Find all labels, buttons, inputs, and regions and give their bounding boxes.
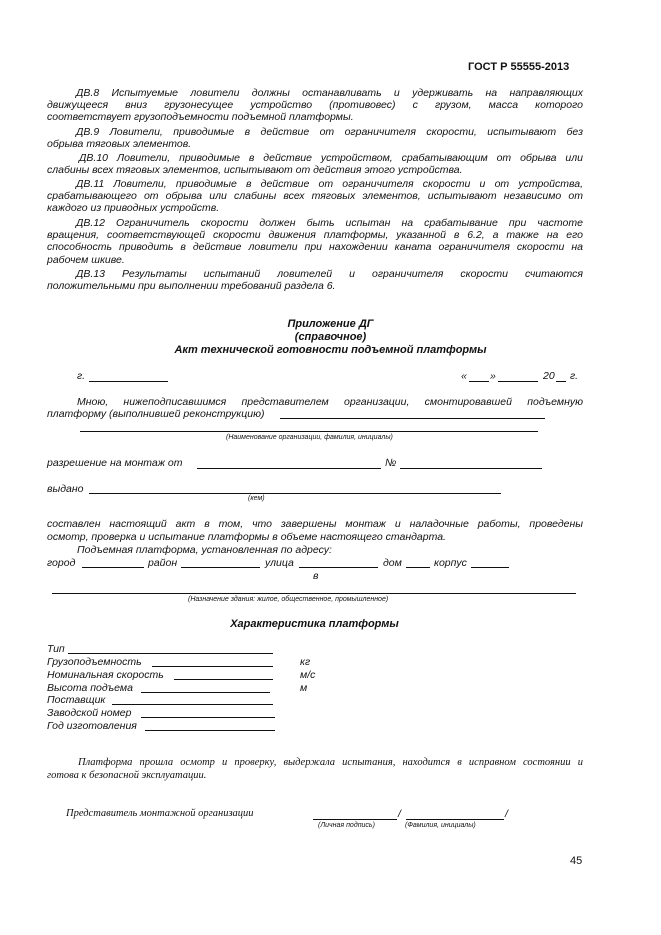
paragraph-line: каждого из приводных устройств.: [47, 202, 220, 215]
char-label-height: Высота подъема: [47, 682, 133, 694]
document-code: ГОСТ Р 55555-2013: [468, 61, 570, 73]
building-purpose-field[interactable]: [52, 593, 576, 594]
organization-field-continued[interactable]: [80, 431, 538, 432]
issued-label: выдано: [47, 483, 84, 495]
char-unit-capacity: кг: [300, 656, 311, 668]
paragraph-line: ДВ.11 Ловители, приводимые в действие от ограничителя скорости и от устройства,: [76, 178, 583, 190]
paragraph-line: ДВ.9 Ловители, приводимые в действие от ограничителя скорости, испытывают без: [76, 126, 583, 138]
paragraph-line: ДВ.8 Испытуемые ловители должны останавливать и удерживать на направляющих: [76, 87, 583, 99]
caption-organization: (Наименование организации, фамилия, инициалы): [226, 434, 393, 441]
caption-name: (Фамилия, инициалы): [405, 822, 476, 829]
district-field[interactable]: [181, 567, 260, 568]
paragraph-line: срабатывающего от обрыва или слабины всех тяговых элементов, испытывают независимо от: [47, 190, 583, 203]
paragraph-line: ДВ.12 Ограничитель скорости должен быть испытан на срабатывание при частоте: [76, 217, 583, 229]
paragraph-line: слабины всех тяговых элементов, испытывают от действия этого устройства.: [47, 164, 463, 177]
permit-label: разрешение на монтаж от: [47, 457, 183, 469]
street-field[interactable]: [299, 567, 378, 568]
paragraph-line: соответствует грузоподъемности подъемной платформы.: [47, 111, 354, 124]
district-label: район: [148, 557, 178, 569]
char-label-supplier: Поставщик: [47, 694, 106, 706]
building-field[interactable]: [471, 567, 509, 568]
caption-building-purpose: (Назначение здания: жилое, общественное, промышленное): [188, 596, 389, 603]
signature-slash-2: /: [505, 808, 508, 820]
char-field-height[interactable]: [141, 692, 270, 693]
signature-slash-1: /: [398, 808, 401, 820]
paragraph-line: рабочем шкиве.: [47, 253, 125, 266]
conclusion-line-1: Платформа прошла осмотр и проверку, выдержала испытания, находится в исправном состоянии и: [78, 757, 583, 768]
char-label-serial: Заводской номер: [47, 707, 132, 719]
act-line-2: осмотр, проверка и испытание платформы в объеме настоящего стандарта.: [47, 531, 446, 543]
date-close-quote: »: [490, 370, 496, 382]
in-label: в: [313, 570, 319, 582]
char-unit-height: м: [300, 682, 308, 694]
char-label-year: Год изготовления: [47, 720, 137, 732]
paragraph-dv12: [47, 217, 583, 266]
organization-field[interactable]: [280, 418, 545, 419]
char-field-type[interactable]: [68, 653, 273, 654]
permit-number-label: №: [385, 457, 397, 469]
intro-line-2: платформу (выполнившей реконструкцию): [47, 408, 265, 420]
appendix-title: Приложение ДГ: [287, 318, 374, 330]
act-title: Акт технической готовности подъемной платформы: [174, 344, 487, 356]
date-open-quote: «: [461, 370, 467, 382]
paragraph-line: ДВ.10 Ловители, приводимые в действие устройством, срабатывающим от обрыва или: [79, 152, 583, 164]
char-field-year[interactable]: [145, 730, 275, 731]
char-field-speed[interactable]: [174, 679, 273, 680]
day-field[interactable]: [469, 381, 489, 382]
year-prefix: 20: [543, 370, 555, 382]
char-label-speed: Номинальная скорость: [47, 669, 164, 681]
char-field-serial[interactable]: [141, 717, 275, 718]
month-field[interactable]: [498, 381, 538, 382]
house-label: дом: [383, 557, 402, 569]
char-field-capacity[interactable]: [152, 666, 273, 667]
char-unit-speed: м/с: [300, 669, 316, 681]
signature-field[interactable]: [313, 819, 397, 820]
city-prefix: г.: [77, 370, 86, 382]
house-field[interactable]: [406, 567, 430, 568]
char-field-supplier[interactable]: [112, 704, 273, 705]
char-label-type: Тип: [47, 643, 65, 655]
characteristics-title: Характеристика платформы: [230, 618, 399, 630]
permit-date-field[interactable]: [197, 468, 381, 469]
paragraph-dv10: [47, 152, 583, 176]
city-name-field[interactable]: [82, 567, 144, 568]
caption-issuer: (кем): [248, 495, 265, 502]
paragraph-line: движущееся вниз грузонесущее устройство (противовес) с грузом, масса которого: [47, 99, 583, 112]
paragraph-line: положительными при выполнении требований раздела 6.: [47, 280, 336, 293]
year-field[interactable]: [556, 381, 566, 382]
building-label: корпус: [434, 557, 467, 569]
paragraph-dv8: [47, 87, 583, 124]
street-label: улица: [265, 557, 294, 569]
char-label-capacity: Грузоподъемность: [47, 656, 142, 668]
paragraph-line: ДВ.13 Результаты испытаний ловителей и ограничителя скорости считаются: [76, 268, 583, 280]
paragraph-line: способность приводить в действие ловители при нахождении каната ограничителя скорости на: [47, 241, 583, 254]
year-suffix: г.: [570, 370, 579, 382]
paragraph-dv9: [47, 126, 583, 150]
paragraph-dv11: [47, 178, 583, 215]
act-line-1: составлен настоящий акт в том, что завершены монтаж и наладочные работы, проведены: [47, 518, 583, 530]
page-number: 45: [570, 855, 583, 867]
issued-by-field[interactable]: [89, 493, 501, 494]
permit-number-field[interactable]: [400, 468, 542, 469]
paragraph-line: обрыва тяговых элементов.: [47, 138, 192, 151]
signature-label: Представитель монтажной организации: [66, 808, 254, 819]
paragraph-dv13: [47, 268, 583, 292]
paragraph-line: вращения, соответствующей скорости движения платформы, указанной в 6.2, а также на его: [47, 229, 583, 242]
name-field[interactable]: [406, 819, 504, 820]
conclusion-line-2: готова к безопасной эксплуатации.: [47, 770, 207, 781]
intro-line-1: Мною, нижеподписавшимся представителем организации, смонтировавшей подъемную: [77, 396, 583, 408]
appendix-note: (справочное): [294, 331, 367, 343]
address-label: Подъемная платформа, установленная по адресу:: [77, 544, 332, 556]
city-field[interactable]: [89, 381, 168, 382]
city-label: город: [47, 557, 76, 569]
caption-signature: (Личная подпись): [318, 822, 375, 829]
